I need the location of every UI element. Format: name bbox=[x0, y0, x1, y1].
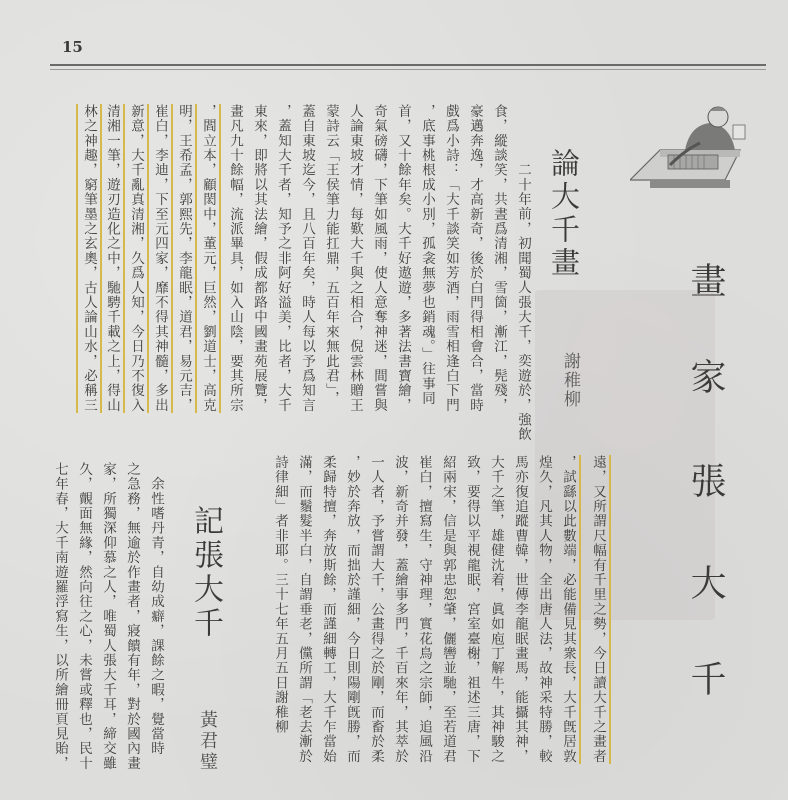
article1-column-highlighted: 清湘一筆，遊刃造化之中，馳騁千載之上，得山 bbox=[104, 104, 125, 413]
article1-column: 蓋自東坡迄今，且八百年矣，時人每以予爲知言 bbox=[299, 104, 315, 413]
man-at-desk-illustration bbox=[630, 95, 760, 205]
article1-column: 東來，即將以其法繪，假成都路中國畫苑展覽， bbox=[251, 104, 267, 413]
article1-column: ，底事桃根成小別，孤衾無夢也銷魂。」往事同 bbox=[419, 104, 435, 406]
background-wash-circle bbox=[570, 300, 690, 450]
article1-column-highlighted: 林之神趣，窮筆墨之玄奧，古人論山水，必稱三 bbox=[76, 104, 102, 413]
feature-title-char: 大 bbox=[685, 564, 726, 600]
article1-column: 戲爲小詩：「大千談笑如芳酒，雨雪相逢白下門 bbox=[443, 104, 459, 413]
article1-column: 食，縱談笑，共晝爲清湘，雪箇，漸江，髡殘， bbox=[491, 104, 507, 413]
feature-title-char: 家 bbox=[685, 358, 726, 394]
article1-continuation-column: 煌久，凡其人物，全出唐人法，故神采特勝，較 bbox=[536, 455, 552, 764]
article2-title: 記張大千 bbox=[188, 505, 223, 641]
article1-continuation-column: 詩律細」者非耶。三十七年五月五日謝稚柳 bbox=[272, 455, 288, 735]
article1-column: 蒙詩云「王侯筆力能扛鼎，五百年來無此君」， bbox=[323, 104, 339, 406]
article1-continuation-column: 柔歸特擅，奔放斯餘，而謹細轉工，大千乍當始 bbox=[320, 455, 336, 764]
article1-continuation-column: ，試繇以此數端，必能備見其衆長，大千旣居敦 bbox=[560, 455, 581, 764]
page-number: 15 bbox=[62, 38, 83, 56]
article1-column-highlighted: 明，王希孟，郭熙先，李龍眠，道君，易元吉， bbox=[176, 104, 197, 413]
article1-continuation-column: 致，要得以平視龍眠，宮室臺榭，祖述三唐，下 bbox=[464, 455, 480, 764]
article1-title: 論大千畫 bbox=[547, 148, 581, 280]
article1-column: 豪邁奔逸，才高新奇，後於白門得相會合，當時 bbox=[467, 104, 483, 413]
article1-continuation-column: 一人者，予嘗謂大千，公畫得之於剛，而畜於柔 bbox=[368, 455, 384, 764]
article1-column-highlighted: 崔白，李迪，下至元四家，靡不得其神髓，多出 bbox=[152, 104, 173, 413]
article1-continuation-column: 紹兩宋，信是與郭忠恕肇，儷轡並馳，至若道君 bbox=[440, 455, 456, 764]
article1-continuation-column: ，妙於奔放，而拙於謹細，今日則陽剛旣勝，而 bbox=[344, 455, 360, 764]
header-rule-thin bbox=[50, 69, 766, 70]
feature-title-char: 畫 bbox=[685, 262, 726, 298]
article1-continuation-column: 馬亦復追蹤曹韓，世傳李龍眠畫馬，能攝其神， bbox=[512, 455, 528, 764]
article1-column: 首，又十餘年矣。大千好遨遊，多著法書寶繪， bbox=[395, 104, 411, 413]
article1-continuation-column: 崔白，擅寫生，守神理，實花鳥之宗師，追風沿 bbox=[416, 455, 432, 764]
article1-author: 謝稚柳 bbox=[560, 352, 580, 409]
article1-column: 人論東坡才情，每歎大千與之相合，倪雲林贈王 bbox=[347, 104, 363, 413]
article1-column: 畫凡九十餘幅，流派畢具，如入山陰，要其所宗 bbox=[227, 104, 243, 413]
feature-title-char: 千 bbox=[685, 660, 726, 696]
article1-continuation-column: 遠，又所謂尺幅有千里之勢，今日讀大千之畫者 bbox=[590, 455, 611, 764]
article2-column: 久，覿面無緣，然向往之心，未嘗或釋也，民十 bbox=[76, 462, 92, 771]
article1-column-highlighted: 新意，大千亂真清湘，久爲人知，今日乃不復入 bbox=[128, 104, 149, 413]
article2-column: 余性嗜丹青，自幼成癖，課餘之暇，覺當時 bbox=[148, 462, 164, 756]
article1-continuation-column: 滿，而鬚髮半白，自謂垂老，儻所謂「老去漸於 bbox=[296, 455, 312, 764]
article1-continuation-column: 波，新奇并發，蓋繪事多門，千百來年，其萃於 bbox=[392, 455, 408, 764]
article1-column: ，蓋知大千者，知予之非阿好溢美，比者，大千 bbox=[275, 104, 291, 413]
article2-column: 之急務，無逾於作畫者，寢饋有年，對於國內畫 bbox=[124, 462, 140, 771]
article1-column: 二十年前，初聞蜀人張大千，奕遊於，強飲 bbox=[515, 148, 531, 442]
article2-column: 家，所獨深仰慕之人，唯蜀人張大千耳，締交雖 bbox=[100, 462, 116, 771]
feature-title-char: 張 bbox=[685, 462, 726, 498]
article1-column-highlighted: ，閻立本，顧閎中，董元，巨然，劉道士，高克 bbox=[200, 104, 221, 413]
header-rule bbox=[50, 64, 766, 66]
article2-column: 七年春，大千南遊羅浮寫生，以所繪冊頁見貽， bbox=[52, 462, 68, 771]
article1-column: 奇氣磅礴，下筆如風雨，使人意奪神迷，間嘗與 bbox=[371, 104, 387, 413]
article2-author: 黃君璧 bbox=[197, 710, 218, 773]
article1-continuation-column: 大千之筆，雄健沈着，眞如庖丁解牛，其神駿之 bbox=[488, 455, 504, 764]
